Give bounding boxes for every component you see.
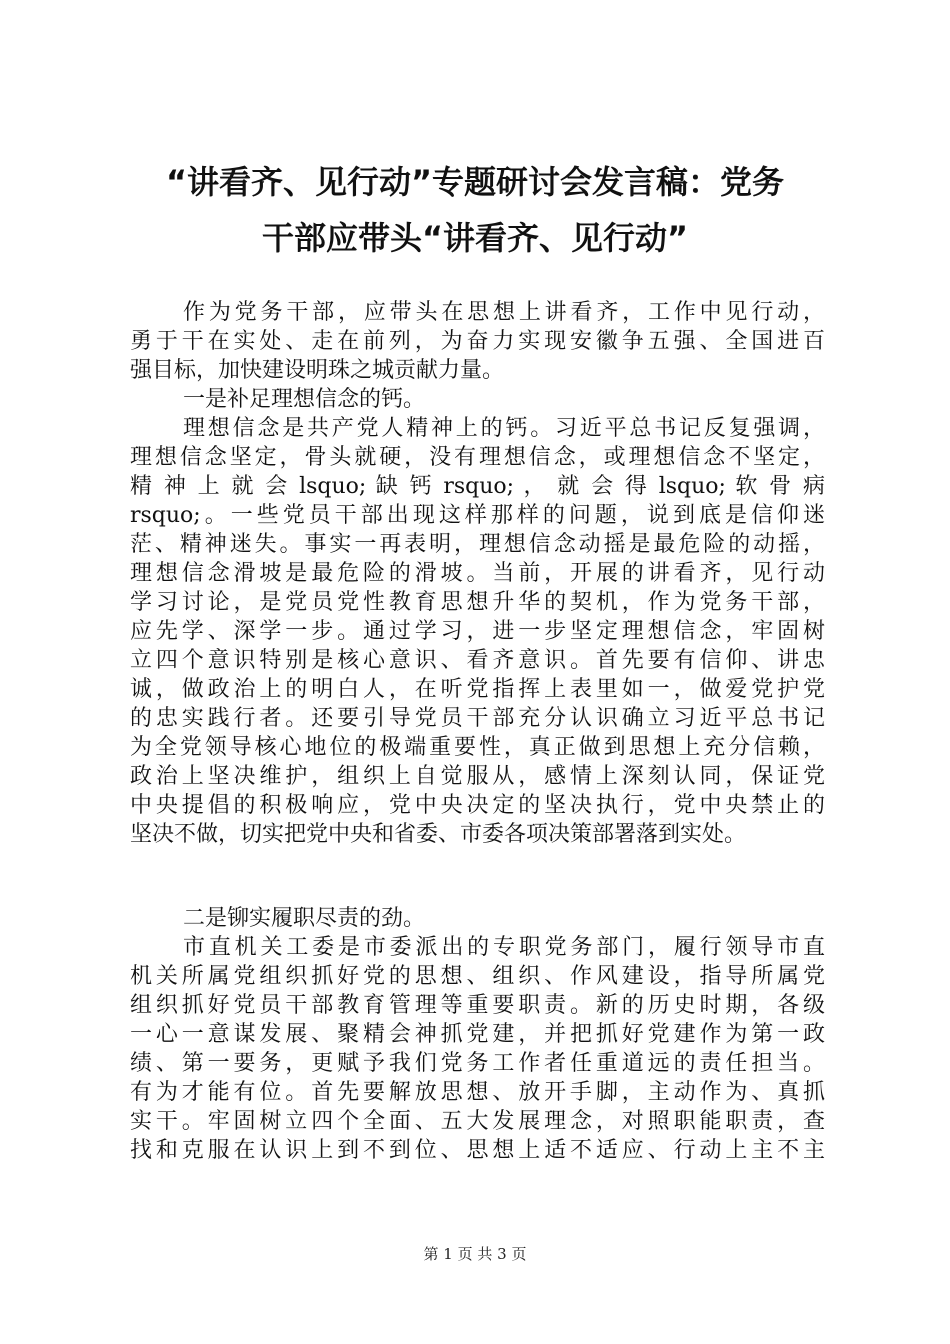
- text-line: 坚决不做，切实把党中央和省委、市委各项决策部署落到实处。: [130, 822, 747, 847]
- text-line: 理想信念坚定，骨头就硬，没有理想信念，或理想信念不坚定，: [130, 445, 825, 470]
- text-line: 立四个意识特别是核心意识、看齐意识。首先要有信仰、讲忠: [130, 648, 825, 673]
- section-heading-2: 二是铆实履职尽责的劲。: [183, 906, 426, 931]
- text-line: 市直机关工委是市委派出的专职党务部门，履行领导市直: [183, 935, 825, 960]
- text-line: 有为才能有位。首先要解放思想、放开手脚，主动作为、真抓: [130, 1080, 825, 1105]
- text-line: 理想信念是共产党人精神上的钙。习近平总书记反复强调，: [183, 416, 825, 441]
- document-body-section-2: [130, 904, 825, 1165]
- text-line: 实干。牢固树立四个全面、五大发展理念，对照职能职责，查: [130, 1109, 825, 1134]
- text-line: 绩、第一要务，更赋予我们党务工作者任重道远的责任担当。: [130, 1051, 825, 1076]
- text-line: 学习讨论，是党员党性教育思想升华的契机，作为党务干部，: [130, 590, 825, 615]
- text-line: 政治上坚决维护，组织上自觉服从，感情上深刻认同，保证党: [130, 764, 825, 789]
- text-line: 的忠实践行者。还要引导党员干部充分认识确立习近平总书记: [130, 706, 825, 731]
- text-line: 中央提倡的积极响应，党中央决定的坚决执行，党中央禁止的: [130, 793, 825, 818]
- text-line: 勇于干在实处、走在前列，为奋力实现安徽争五强、全国进百: [130, 329, 825, 354]
- text-line: 找和克服在认识上到不到位、思想上适不适应、行动上主不主: [130, 1138, 825, 1163]
- text-line: 理想信念滑坡是最危险的滑坡。当前，开展的讲看齐，见行动: [130, 561, 825, 586]
- text-line: 组织抓好党员干部教育管理等重要职责。新的历史时期，各级: [130, 993, 825, 1018]
- text-line: 应先学、深学一步。通过学习，进一步坚定理想信念，牢固树: [130, 619, 825, 644]
- document-title-line-2: 干部应带头“讲看齐、见行动”: [261, 219, 689, 257]
- text-line: 精 神 上 就 会 lsquo; 缺 钙 rsquo; ， 就 会 得 lsquo; 软 骨 病: [130, 474, 825, 499]
- text-line: 诚，做政治上的明白人，在听党指挥上表里如一，做爱党护党: [130, 677, 825, 702]
- text-line: 茫、精神迷失。事实一再表明，理想信念动摇是最危险的动摇，: [130, 532, 825, 557]
- text-line: 一心一意谋发展、聚精会神抓党建，并把抓好党建作为第一政: [130, 1022, 825, 1047]
- page-footer: 第 1 页 共 3 页: [423, 1245, 527, 1263]
- text-line: 作为党务干部，应带头在思想上讲看齐，工作中见行动，: [183, 300, 825, 325]
- text-line: rsquo;。一些党员干部出现这样那样的问题，说到底是信仰迷: [130, 503, 825, 528]
- section-heading-1: 一是补足理想信念的钙。: [183, 387, 426, 412]
- text-line: 为全党领导核心地位的极端重要性，真正做到思想上充分信赖，: [130, 735, 825, 760]
- document-body: [130, 298, 825, 849]
- text-line: 机关所属党组织抓好党的思想、组织、作风建设，指导所属党: [130, 964, 825, 989]
- document-title-line-1: “讲看齐、见行动”专题研讨会发言稿：党务: [165, 163, 785, 201]
- text-line: 强目标，加快建设明珠之城贡献力量。: [130, 358, 505, 383]
